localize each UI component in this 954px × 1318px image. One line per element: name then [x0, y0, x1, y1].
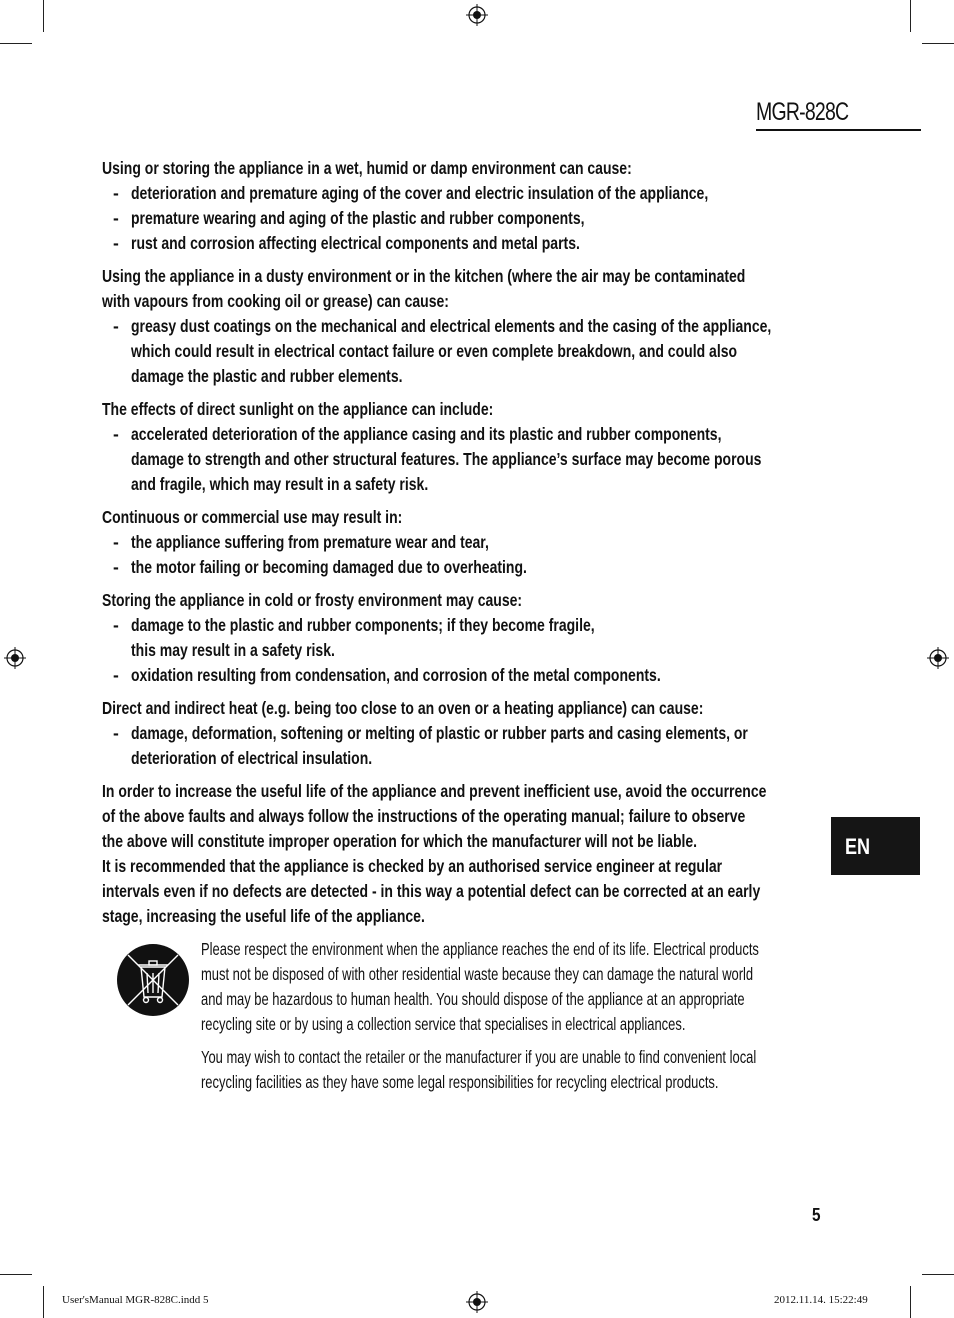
list-item	[102, 206, 842, 231]
list-item-text: damage to the plastic and rubber components; if they become fragile,	[131, 615, 595, 635]
closing-paragraph	[102, 779, 842, 929]
environment-line: You may wish to contact the retailer or the manufacturer if you are unable to find convenient local	[201, 1047, 757, 1067]
environment-line: must not be disposed of with other residential waste because they can damage the natural world	[201, 964, 754, 984]
crop-mark	[922, 1274, 954, 1275]
list-item-text: rust and corrosion affecting electrical components and metal parts.	[131, 233, 580, 253]
list-item-text: and fragile, which may result in a safety risk.	[131, 474, 429, 494]
registration-mark-icon	[466, 4, 488, 26]
environment-line: and may be hazardous to human health. You should dispose of the appliance at an appropriate	[201, 989, 745, 1009]
section-heading: Continuous or commercial use may result in:	[102, 507, 403, 527]
registration-mark-icon	[466, 1291, 488, 1313]
closing-line: of the above faults and always follow the instructions of the operating manual; failure to observe	[102, 806, 746, 826]
list-item-text: the appliance suffering from premature wear and tear,	[131, 532, 489, 552]
crop-mark	[922, 43, 954, 44]
registration-mark-icon	[4, 647, 26, 669]
list-item	[102, 663, 842, 688]
closing-line: the above will constitute improper operation for which the manufacturer will not be liable.	[102, 831, 698, 851]
environment-paragraph	[201, 1045, 841, 1095]
page-number: 5	[812, 1205, 821, 1225]
list-item	[102, 721, 842, 771]
environment-line: recycling facilities as they have some legal responsibilities for recycling electrical products.	[201, 1072, 719, 1092]
list-item-text: greasy dust coatings on the mechanical and electrical elements and the casing of the appliance,	[131, 316, 772, 336]
section	[102, 505, 842, 580]
list-item	[102, 555, 842, 580]
weee-crossed-bin-icon	[116, 943, 190, 1017]
crop-mark	[43, 1286, 44, 1318]
list-item-text: damage to strength and other structural features. The appliance’s surface may become porous	[131, 449, 762, 469]
slug-timestamp: 2012.11.14. 15:22:49	[774, 1294, 868, 1306]
list-dash: -	[113, 557, 119, 577]
list-dash: -	[113, 615, 119, 635]
list-dash: -	[113, 233, 119, 253]
section-heading: Direct and indirect heat (e.g. being too close to an oven or a heating appliance) can cause:	[102, 698, 704, 718]
section-heading: with vapours from cooking oil or grease) can cause:	[102, 291, 449, 311]
list-item-text: premature wearing and aging of the plastic and rubber components,	[131, 208, 585, 228]
list-item	[102, 530, 842, 555]
list-dash: -	[113, 665, 119, 685]
section	[102, 696, 842, 771]
section	[102, 264, 842, 389]
list-item	[102, 422, 842, 497]
registration-mark-icon	[927, 647, 949, 669]
model-title: MGR-828C	[756, 98, 849, 126]
list-item-text: deterioration of electrical insulation.	[131, 748, 373, 768]
language-tab	[831, 817, 920, 875]
list-item-text: accelerated deterioration of the appliance casing and its plastic and rubber components,	[131, 424, 722, 444]
section	[102, 588, 842, 688]
list-dash: -	[113, 424, 119, 444]
environment-paragraph	[201, 937, 841, 1037]
section	[102, 397, 842, 497]
crop-mark	[0, 43, 32, 44]
list-item-text: damage, deformation, softening or melting of plastic or rubber parts and casing elements, or	[131, 723, 748, 743]
list-dash: -	[113, 316, 119, 336]
crop-mark	[910, 0, 911, 32]
crop-mark	[0, 1274, 32, 1275]
list-dash: -	[113, 532, 119, 552]
list-item-text: damage the plastic and rubber elements.	[131, 366, 403, 386]
crop-mark	[43, 0, 44, 32]
list-item-text: this may result in a safety risk.	[131, 640, 335, 660]
environment-line: recycling site or by using a collection service that specialises in electrical appliances.	[201, 1014, 686, 1034]
list-dash: -	[113, 723, 119, 743]
slug-file: User'sManual MGR-828C.indd 5	[62, 1294, 209, 1306]
list-item-text: the motor failing or becoming damaged due to overheating.	[131, 557, 527, 577]
section	[102, 156, 842, 256]
closing-line: intervals even if no defects are detected - in this way a potential defect can be corrected at an early	[102, 881, 761, 901]
list-item	[102, 314, 842, 389]
list-item-text: which could result in electrical contact failure or even complete breakdown, and could also	[131, 341, 738, 361]
section-heading: Using or storing the appliance in a wet, humid or damp environment can cause:	[102, 158, 632, 178]
language-tab-label: EN	[845, 834, 871, 859]
list-item	[102, 181, 842, 206]
environment-notice	[201, 937, 841, 1103]
closing-line: stage, increasing the useful life of the appliance.	[102, 906, 425, 926]
list-item	[102, 613, 842, 663]
crop-mark	[910, 1286, 911, 1318]
environment-line: Please respect the environment when the appliance reaches the end of its life. Electrical products	[201, 939, 759, 959]
closing-line: It is recommended that the appliance is checked by an authorised service engineer at regular	[102, 856, 723, 876]
list-item-text: deterioration and premature aging of the cover and electric insulation of the appliance,	[131, 183, 709, 203]
section-heading: The effects of direct sunlight on the appliance can include:	[102, 399, 494, 419]
main-content	[102, 156, 842, 929]
section-heading: Storing the appliance in cold or frosty environment may cause:	[102, 590, 523, 610]
list-item-text: oxidation resulting from condensation, and corrosion of the metal components.	[131, 665, 661, 685]
list-dash: -	[113, 183, 119, 203]
header-rule	[756, 129, 921, 131]
list-item	[102, 231, 842, 256]
list-dash: -	[113, 208, 119, 228]
closing-line: In order to increase the useful life of the appliance and prevent inefficient use, avoid the occurrence	[102, 781, 767, 801]
section-heading: Using the appliance in a dusty environment or in the kitchen (where the air may be contaminated	[102, 266, 746, 286]
